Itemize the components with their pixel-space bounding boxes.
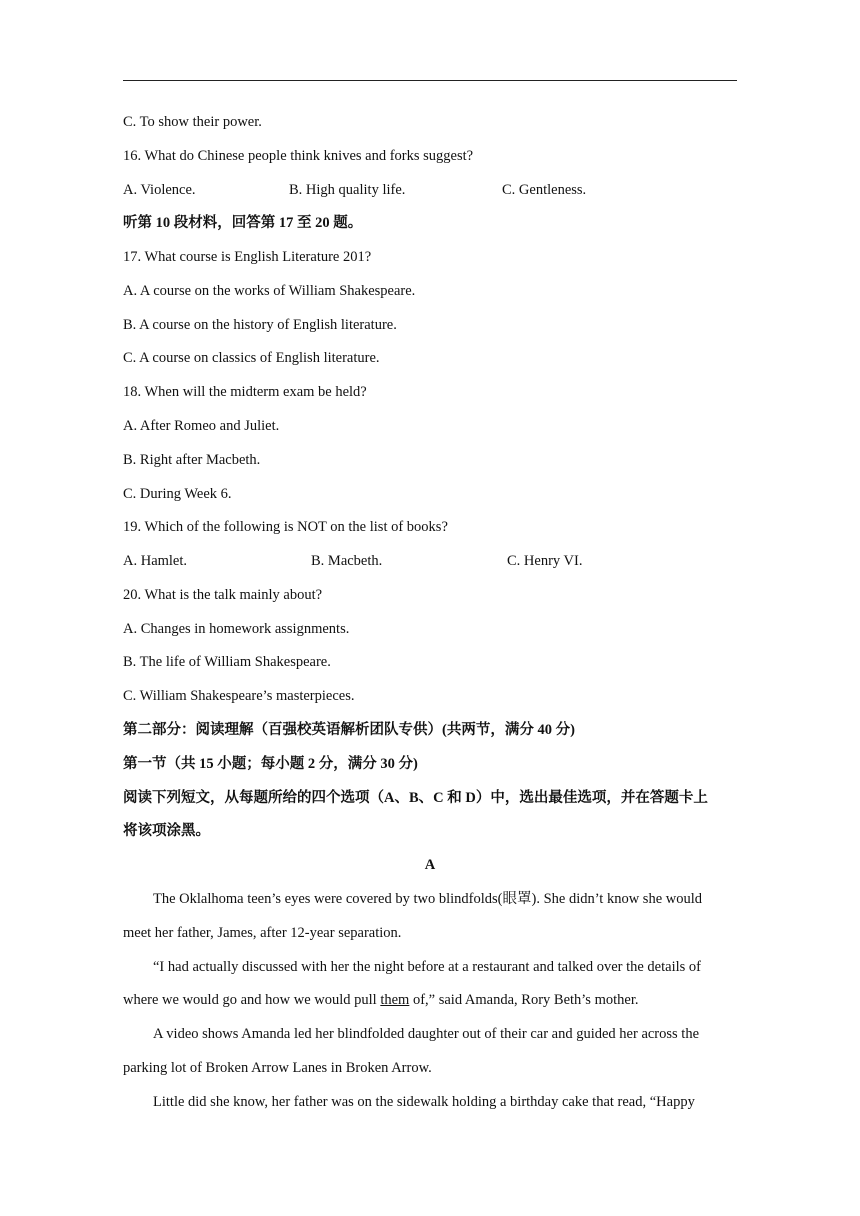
q17-option-c: C. A course on classics of English literature. (123, 350, 380, 366)
q16-options (123, 180, 737, 200)
q20-option-c: C. William Shakespeare’s masterpieces. (123, 688, 355, 704)
q16-question: 16. What do Chinese people think knives and forks suggest? (123, 148, 474, 164)
q19-options (123, 551, 737, 571)
q20-option-b: B. The life of William Shakespeare. (123, 654, 331, 670)
q19-option-b: B. Macbeth. (311, 553, 383, 569)
q20-question: 20. What is the talk mainly about? (123, 587, 323, 603)
passage-p4-line1: Little did she know, her father was on the sidewalk holding a birthday cake that read, “Happy (153, 1094, 695, 1110)
passage-p3-line1: A video shows Amanda led her blindfolded daughter out of their car and guided her across the (153, 1026, 700, 1042)
header-rule (123, 80, 737, 81)
passage-p1-line1: The Oklalhoma teen’s eyes were covered by two blindfolds(眼罩). She didn’t know she would (153, 891, 703, 907)
q17-question: 17. What course is English Literature 201? (123, 249, 372, 265)
q18-option-b: B. Right after Macbeth. (123, 452, 261, 468)
passage-p3-line2: parking lot of Broken Arrow Lanes in Broken Arrow. (123, 1060, 432, 1076)
q15-option-c: C. To show their power. (123, 114, 262, 130)
q19-option-c: C. Henry VI. (507, 553, 583, 569)
q19-question: 19. Which of the following is NOT on the list of books? (123, 519, 448, 535)
q19-option-a: A. Hamlet. (123, 553, 188, 569)
q18-option-a: A. After Romeo and Juliet. (123, 418, 280, 434)
q16-option-b: B. High quality life. (289, 182, 406, 198)
q17-option-a: A. A course on the works of William Shakespeare. (123, 283, 416, 299)
underlined-word-them: them (380, 992, 410, 1008)
q16-option-a: A. Violence. (123, 182, 196, 198)
q18-option-c: C. During Week 6. (123, 486, 232, 502)
passage-p2-text-after: of,” said Amanda, Rory Beth’s mother. (409, 992, 639, 1008)
part2-header: 第二部分：阅读理解（百强校英语解析团队专供）(共两节，满分 40 分) (123, 722, 575, 738)
passage-label: A (424, 857, 436, 873)
instructions-line-1: 阅读下列短文，从每题所给的四个选项（A、B、C 和 D）中，选出最佳选项，并在答题卡上 (123, 790, 708, 806)
passage-p2-line1: “I had actually discussed with her the night before at a restaurant and talked over the details of (153, 959, 701, 975)
q18-question: 18. When will the midterm exam be held? (123, 384, 367, 400)
q17-option-b: B. A course on the history of English literature. (123, 317, 397, 333)
instructions-line-2: 将该项涂黑。 (123, 823, 210, 839)
passage-p1-line2: meet her father, James, after 12-year separation. (123, 925, 402, 941)
section1-header: 第一节（共 15 小题；每小题 2 分，满分 30 分) (123, 756, 418, 772)
passage-p2-line2 (123, 990, 638, 1010)
q20-option-a: A. Changes in homework assignments. (123, 621, 350, 637)
passage-p2-text-before: where we would go and how we would pull (123, 992, 381, 1008)
q16-option-c: C. Gentleness. (502, 182, 587, 198)
section10-header: 听第 10 段材料，回答第 17 至 20 题。 (123, 215, 363, 231)
